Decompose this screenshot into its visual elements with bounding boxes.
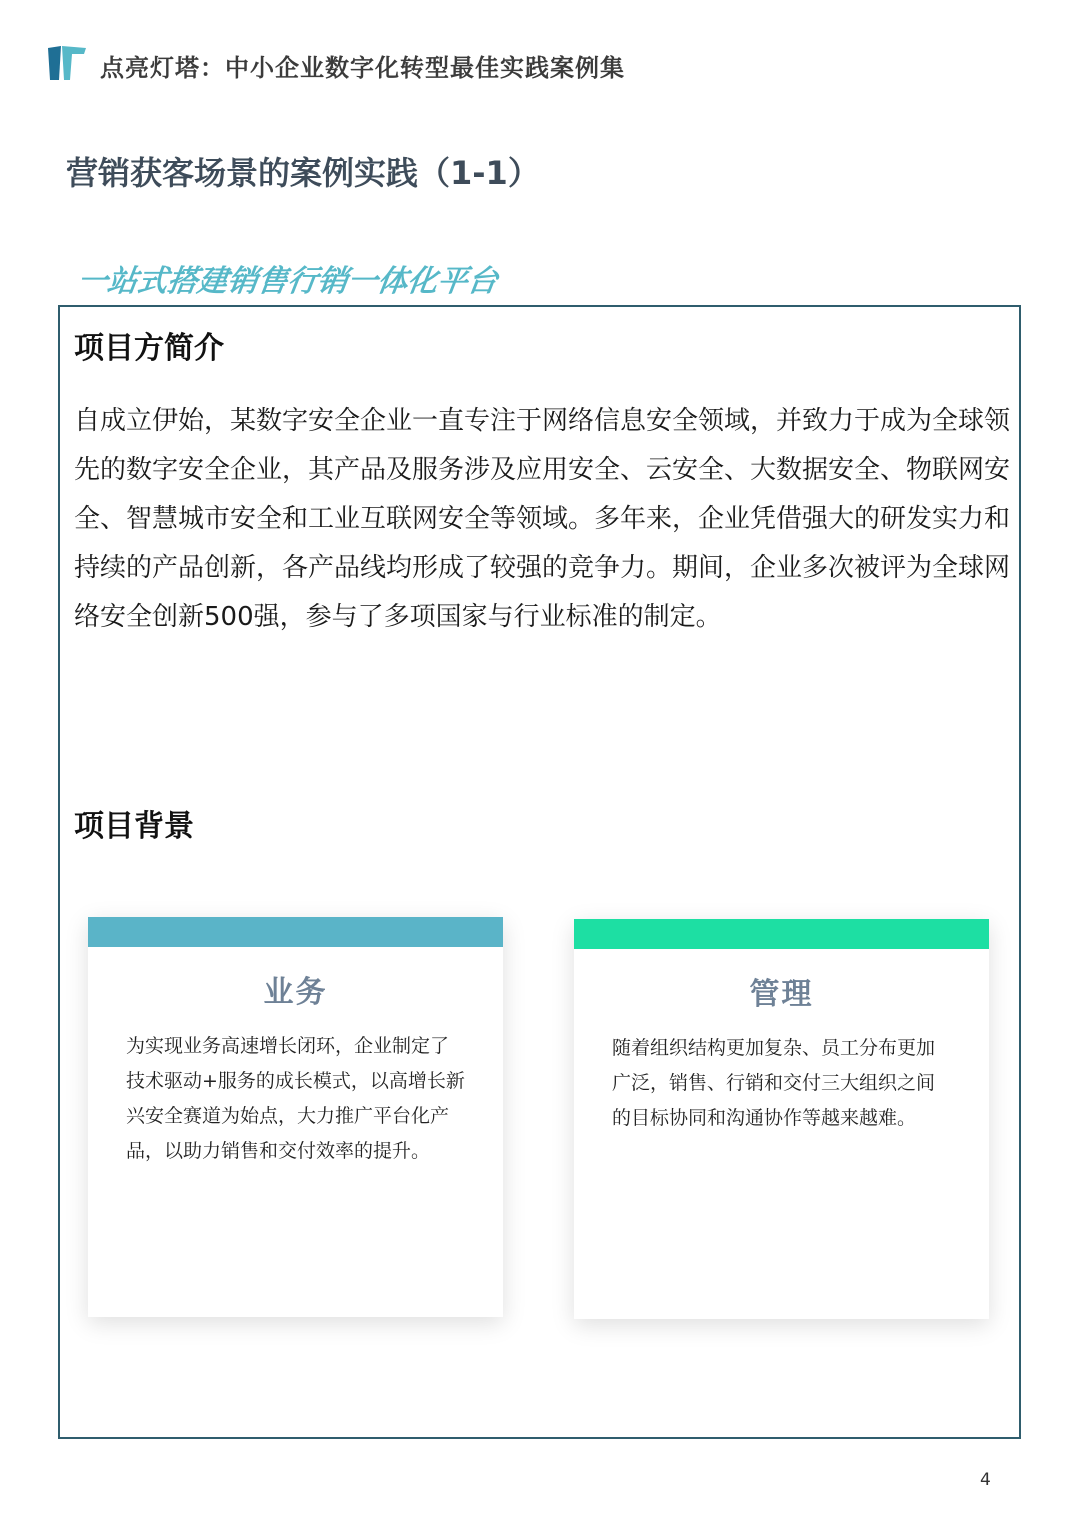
header-title: 点亮灯塔：中小企业数字化转型最佳实践案例集: [100, 54, 625, 82]
management-card-accent-bar: [574, 919, 989, 949]
lighthouse-logo-icon: [48, 46, 86, 80]
management-card: [574, 919, 989, 1319]
page-subtitle: 一站式搭建销售行销一体化平台: [75, 264, 500, 299]
background-heading: 项目背景: [74, 809, 194, 844]
business-card-accent-bar: [88, 917, 503, 947]
business-card: [88, 917, 503, 1317]
intro-heading: 项目方简介: [74, 331, 224, 366]
page-number: 4: [980, 1470, 991, 1490]
management-card-title: 管理: [749, 977, 814, 1012]
intro-text: 自成立伊始，某数字安全企业一直专注于网络信息安全领域，并致力于成为全球领先的数字安全企业，其产品及服务涉及应用安全、云安全、大数据安全、物联网安全、智慧城市安全和工业互联网安全等领域。多年来，企业凭借强大的研发实力和持续的产品创新，各产品线均形成了较强的竞争力。期间，企业多次被评为全球网络安全创新500强，参与了多项国家与行业标准的制定。: [74, 406, 1011, 632]
content-box: [58, 305, 1021, 1439]
page-title: 营销获客场景的案例实践（1-1）: [66, 154, 540, 192]
management-card-text: 随着组织结构更加复杂、员工分布更加广泛，销售、行销和交付三大组织之间的目标协同和沟通协作等越来越难。: [612, 1037, 936, 1129]
business-card-title: 业务: [263, 975, 328, 1010]
business-card-text: 为实现业务高速增长闭环，企业制定了技术驱动+服务的成长模式，以高增长新兴安全赛道为始点，大力推广平台化产品，以助力销售和交付效率的提升。: [126, 1035, 465, 1162]
